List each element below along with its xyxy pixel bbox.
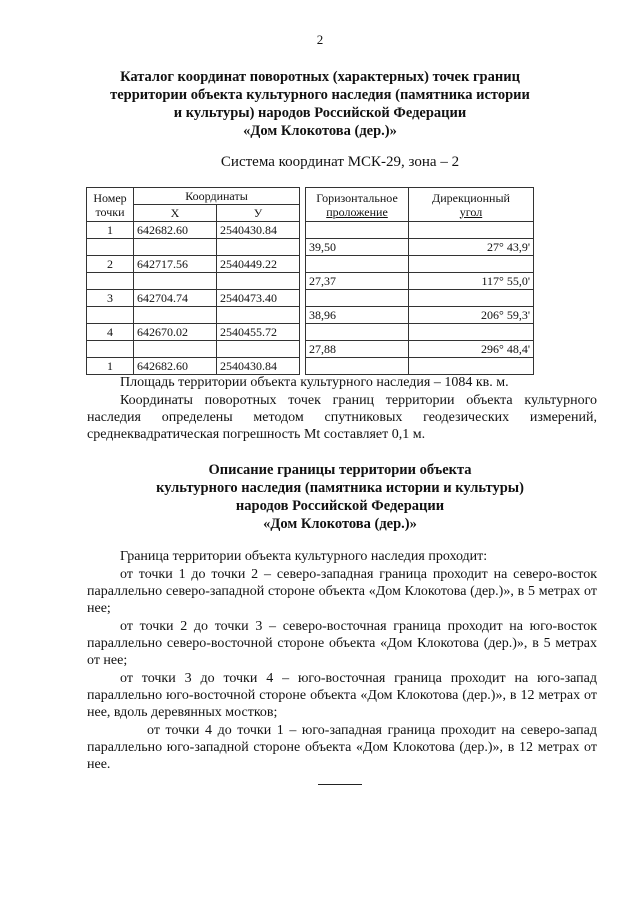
coordinates-table <box>86 187 534 375</box>
boundary-item: от точки 2 до точки 3 – северо-восточная граница проходит на юго-восток параллельно северо-восточной стороне объекта «Дом Клокотова (дер.)», в 5 метрах от нее; <box>87 619 597 668</box>
segment-distance: 39,50 <box>306 239 409 256</box>
table-row-segment <box>87 273 534 290</box>
boundary-item: от точки 1 до точки 2 – северо-западная граница проходит на северо-восток параллельно северо-западной стороне объекта «Дом Клокотова (дер.)», в 5 метрах от нее; <box>87 567 597 616</box>
header-x: X <box>134 205 217 222</box>
catalog-title <box>0 68 640 140</box>
point-y: 2540449.22 <box>217 256 300 273</box>
method-text: Координаты поворотных точек границ территории объекта культурного наследия определены методом спутниковых геодезических измерений, среднеквадратическая погрешность Мt составляет 0,1 м. <box>87 393 597 442</box>
table-header-row <box>87 188 534 205</box>
coordinate-system: Система координат МСК-29, зона – 2 <box>220 154 460 170</box>
description-title-line: Описание границы территории объекта <box>208 462 472 478</box>
point-number: 1 <box>87 222 134 239</box>
header-horizontal-line1: Горизонтальное <box>316 190 398 205</box>
table-row-point <box>87 290 534 307</box>
header-horizontal-line2: проложение <box>326 204 388 219</box>
point-y: 2540430.84 <box>217 358 300 375</box>
boundary-intro: Граница территории объекта культурного наследия проходит: <box>120 549 488 564</box>
table-row-point <box>87 222 534 239</box>
table-row-point <box>87 358 534 375</box>
point-y: 2540430.84 <box>217 222 300 239</box>
description-title-line: народов Российской Федерации <box>235 498 445 514</box>
table-row-segment <box>87 341 534 358</box>
catalog-title-line: территории объекта культурного наследия (памятника истории <box>110 87 530 103</box>
segment-distance: 38,96 <box>306 307 409 324</box>
description-title-line: культурного наследия (памятника истории и культуры) <box>156 480 524 496</box>
page-number: 2 <box>316 32 324 47</box>
segment-angle: 206° 59,3' <box>409 307 534 324</box>
header-coords: Координаты <box>134 188 300 205</box>
segment-angle: 296° 48,4' <box>409 341 534 358</box>
catalog-title-line: «Дом Клокотова (дер.)» <box>243 123 397 139</box>
header-point-line1: Номер <box>93 190 127 205</box>
description-title <box>0 461 640 533</box>
point-x: 642704.74 <box>134 290 217 307</box>
point-number: 3 <box>87 290 134 307</box>
segment-distance: 27,37 <box>306 273 409 290</box>
area-text: Площадь территории объекта культурного наследия – 1084 кв. м. <box>120 375 509 390</box>
point-x: 642682.60 <box>134 222 217 239</box>
segment-distance: 27,88 <box>306 341 409 358</box>
header-point <box>87 188 134 222</box>
point-x: 642717.56 <box>134 256 217 273</box>
end-divider <box>318 784 362 785</box>
header-direction-line2: угол <box>459 204 483 219</box>
segment-angle: 27° 43,9' <box>409 239 534 256</box>
point-number: 4 <box>87 324 134 341</box>
table-row-point <box>87 256 534 273</box>
boundary-item: от точки 4 до точки 1 – юго-западная граница проходит на северо-запад параллельно юго-западной стороне объекта «Дом Клокотова (дер.)», в 12 метрах от нее. <box>87 723 597 772</box>
table-row-point <box>87 324 534 341</box>
point-number: 1 <box>87 358 134 375</box>
header-horizontal <box>306 188 409 222</box>
point-y: 2540473.40 <box>217 290 300 307</box>
header-y: У <box>217 205 300 222</box>
header-direction-line1: Дирекционный <box>432 190 510 205</box>
table-row-segment <box>87 239 534 256</box>
boundary-item: от точки 3 до точки 4 – юго-восточная граница проходит на юго-запад параллельно юго-восточной стороне объекта «Дом Клокотова (дер.)», в 12 метрах от нее, вдоль деревянных мостков; <box>87 671 597 720</box>
table-row-segment <box>87 307 534 324</box>
segment-angle: 117° 55,0' <box>409 273 534 290</box>
header-point-line2: точки <box>95 204 125 219</box>
header-direction <box>409 188 534 222</box>
catalog-title-line: Каталог координат поворотных (характерных) точек границ <box>120 69 520 85</box>
description-title-line: «Дом Клокотова (дер.)» <box>263 516 417 532</box>
point-x: 642670.02 <box>134 324 217 341</box>
point-x: 642682.60 <box>134 358 217 375</box>
point-number: 2 <box>87 256 134 273</box>
catalog-title-line: и культуры) народов Российской Федерации <box>173 105 467 121</box>
point-y: 2540455.72 <box>217 324 300 341</box>
